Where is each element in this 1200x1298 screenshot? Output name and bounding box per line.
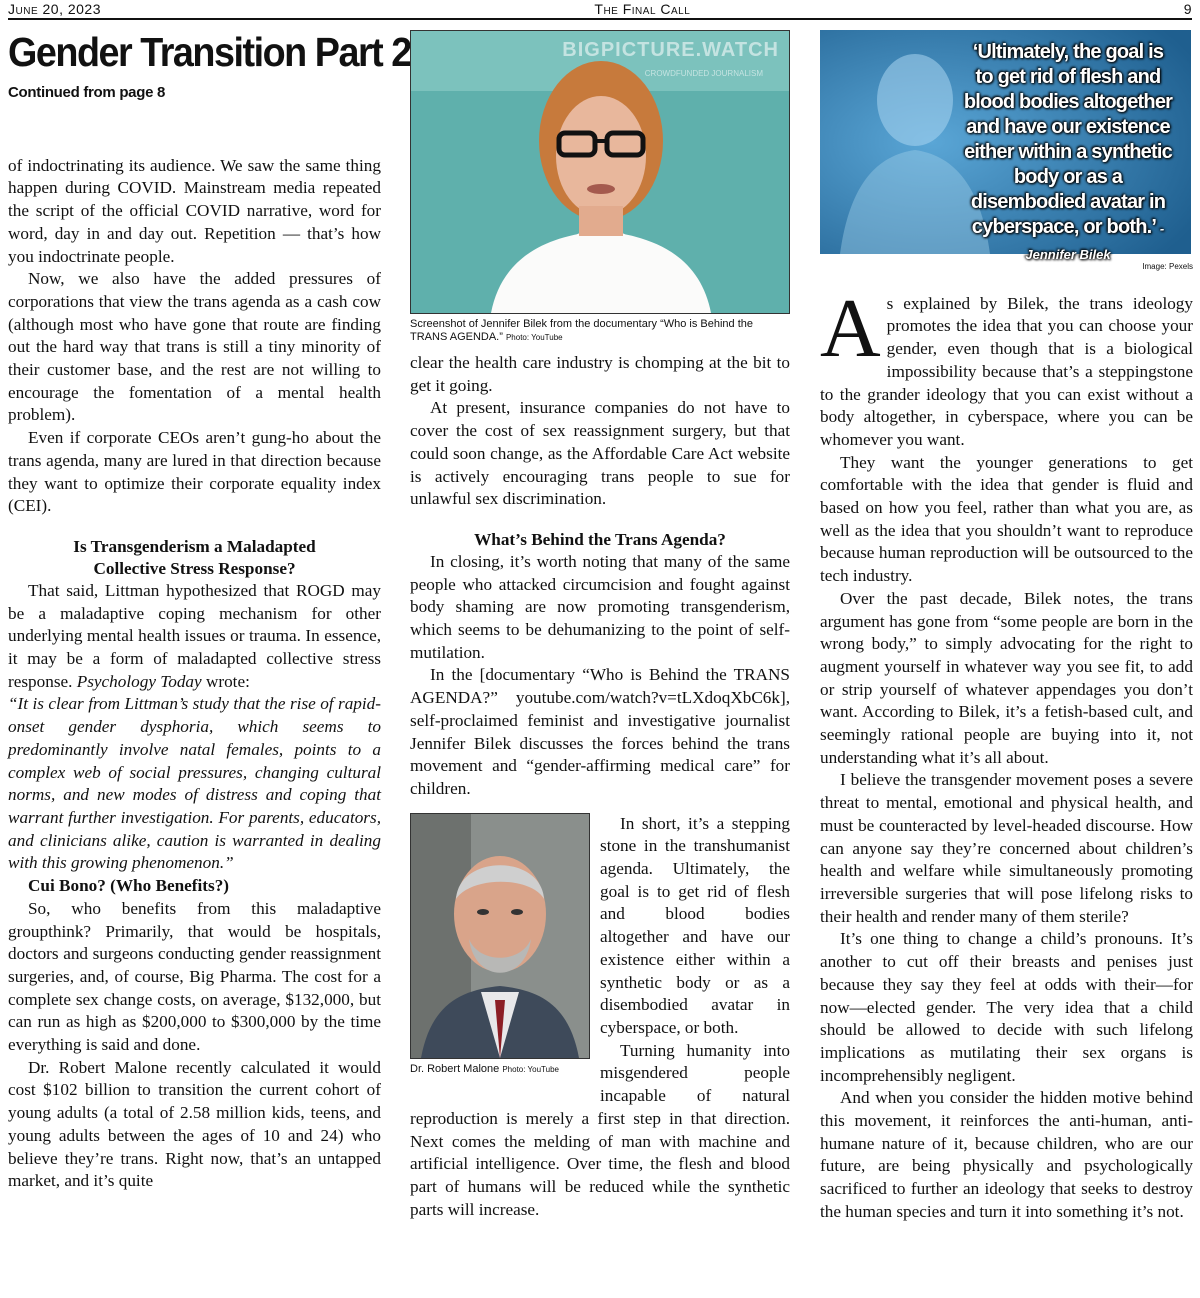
continued-from: Continued from page 8 [8,84,166,101]
paragraph: At present, insurance companies do not have to cover the cost of sex reassignment surgery, but that could soon change, as the Affordable Care Act website is actively encouraging trans people to sue for unlawful sex discrimination. [410,398,790,509]
subheading-cui-bono: Cui Bono? (Who Benefits?) [28,876,230,896]
photo-robert-malone-block [410,813,590,1084]
paragraph: And when you consider the hidden motive behind this movement, it reinforces the anti-human, anti-humane nature of it, because children, who are our future, are being physically and psychologically sacrificed to further an ideology that seeks to destroy the human species and turn it into something it’s not. [820,1088,1193,1221]
paragraph: It’s one thing to change a child’s pronouns. It’s another to cut off their breasts and penises just because they say they feel at odds with their—for now—elected gender. The very idea that a child should be allowed to decide with such lifelong implications as mutilating their sex organs is incomprehensibly negligent. [820,929,1193,1085]
photo-jennifer-bilek [410,30,790,314]
page-number: 9 [1183,1,1192,17]
pull-quote-image [820,30,1191,262]
paragraph: Over the past decade, Bilek notes, the trans argument has gone from “some people are born in the wrong body,” to simply advocating for the right to augment yourself in whatever way you see fit, to add or strip yourself of whatever appendages you don’t want. According to Bilek, it’s a fetish-based cult, and seemingly rational people are buying into it, not understanding what it’s all about. [820,588,1193,767]
paragraph [820,281,1193,452]
paragraph: So, who benefits from this maladaptive groupthink? Primarily, that would be hospitals, doctors and surgeons conducting gender reassignment surgeries, and, of course, Big Pharma. The cost for a complete sex change costs, on average, $132,000, but can run as high as $200,000 to $300,000 by the time everything is said and done. [8,898,381,1055]
paragraph-text: wrote: [205,671,250,691]
issue-date: June 20, 2023 [8,1,101,17]
paragraph [8,580,381,694]
photo-caption [410,318,790,344]
paragraph: of indoctrinating its audience. We saw the same thing happen during COVID. Mainstream media repeated the script of the official COVID narrative, word for word, day in and day out. Repetition — that’s how you indoctrinate people. [8,155,381,266]
photo-caption [410,1063,590,1076]
photo-robert-malone-image [411,814,589,1058]
subheading-line: Is Transgenderism a Maladapted [73,536,316,556]
column-3 [820,30,1193,1224]
paragraph: Turning humanity into misgendered people incapable of natural reproduction is merely a first step in that direction. Next comes the melding of man with machine and artificial intelligence. Over time, the flesh and blood part of humans will be reduced while the synthetic parts will increase. [410,1040,790,1219]
photo-robert-malone [410,813,590,1059]
column-1 [8,29,411,1193]
caption-text: Screenshot of Jennifer Bilek from the documentary “Who is Behind the TRANS AGENDA.” [410,318,754,343]
paragraph: They want the younger generations to get comfortable with the idea that gender is fluid and based on how you feel, rather than what you are, as well as the idea that you shouldn’t want to reproduce because human reproduction will be outsourced to the tech industry. [820,452,1193,586]
publication-name: The Final Call [594,1,691,17]
photo-credit: Photo: YouTube [502,1064,559,1074]
paragraph: I believe the transgender movement poses a severe threat to mental, emotional and physical health, and must be counteracted by level-headed discourse. How can anyone say they’re concerned about children’s health and welfare while simultaneously promoting irreversible surgeries that will pose lifelong risks to their health and render many of them sterile? [820,770,1193,926]
video-watermark: BIGPICTURE.WATCH [562,39,779,61]
column-2 [410,30,790,1221]
drop-cap: A [820,281,881,375]
photo-credit: Photo: YouTube [505,333,563,342]
source-name: Psychology Today [76,671,202,691]
subheading-stress-response [8,536,381,580]
paragraph: clear the health care industry is chomping at the bit to get it going. [410,353,790,395]
paragraph: Even if corporate CEOs aren’t gung-ho about the trans agenda, many are lured in that direction because they want to optimize their corporate equality index (CEI). [8,428,381,516]
quoted-passage: “It is clear from Littman’s study that the rise of rapid-onset gender dysphoria, which seems to predominantly involve natal females, points to a complex web of social pressures, changing cultural norms, and new modes of distress and coping that warrant further investigation. For parents, educators, and clinicians alike, caution is warranted in dealing with this growing phenomenon.” [8,694,381,873]
pull-quote [963,40,1173,267]
paragraph: Dr. Robert Malone recently calculated it would cost $102 billion to transition the current cohort of young adults (a total of 2.58 million kids, teens, and young adults between the ages of 10 and 24) who believe they’re trans. Right now, that’s an untapped market, and it’s quite [8,1057,381,1191]
image-credit: Image: Pexels [1142,262,1193,271]
subheading-trans-agenda: What’s Behind the Trans Agenda? [474,529,726,549]
paragraph-text: That said, Littman hypothesized that ROGD may be a maladaptive coping mechanism for other underlying mental health issues or trauma. In essence, it may be a form of maladapted collective stress response. [8,580,381,691]
pull-quote-attribution: -Jennifer Bilek [1025,221,1165,262]
paragraph-text: s explained by Bilek, the trans ideology promotes the idea that you can choose your gender, even though that is a biological impossibility because that’s a steppingstone to the grander ideology that you can exist without a body altogether, in cyberspace, where you can be whomever you want. [820,293,1193,449]
paragraph: In the [documentary “Who is Behind the TRANS AGENDA?” youtube.com/watch?v=tLXdoqXbC6k], self-proclaimed feminist and investigative journalist Jennifer Bilek discusses the forces behind the trans movement and “gender-affirming medical care” for children. [410,665,790,798]
pull-quote-text: ‘Ultimately, the goal is to get rid of flesh and blood bodies altogether and have our existence either within a synthetic body or as a disembodied avatar in cyberspace, or both.’ [963,41,1173,238]
subheading-line: Collective Stress Response? [93,558,296,578]
paragraph: In short, it’s a stepping stone in the transhumanist agenda. Ultimately, the goal is to get rid of flesh and blood bodies altogether and have our existence either within a synthetic body or as a disembodied avatar in cyberspace, or both. [600,813,790,1037]
page-header [8,0,1192,20]
paragraph: Now, we also have the added pressures of corporations that view the trans agenda as a cash cow (although most who have gone that route are finding out the hard way that trans is still a tiny minority of their customer base, and the rest are not willing to encourage the fomentation of a mental health problem). [8,269,381,425]
headline: Gender Transition Part 2 [8,29,411,75]
paragraph: In closing, it’s worth noting that many of the same people who attacked circumcision and fought against body shaming are now promoting transgenderism, which seems to be dehumanizing to the point of self-mutilation. [410,551,790,662]
video-watermark-sub: CROWDFUNDED JOURNALISM [644,69,763,78]
caption-text: Dr. Robert Malone [410,1062,500,1075]
